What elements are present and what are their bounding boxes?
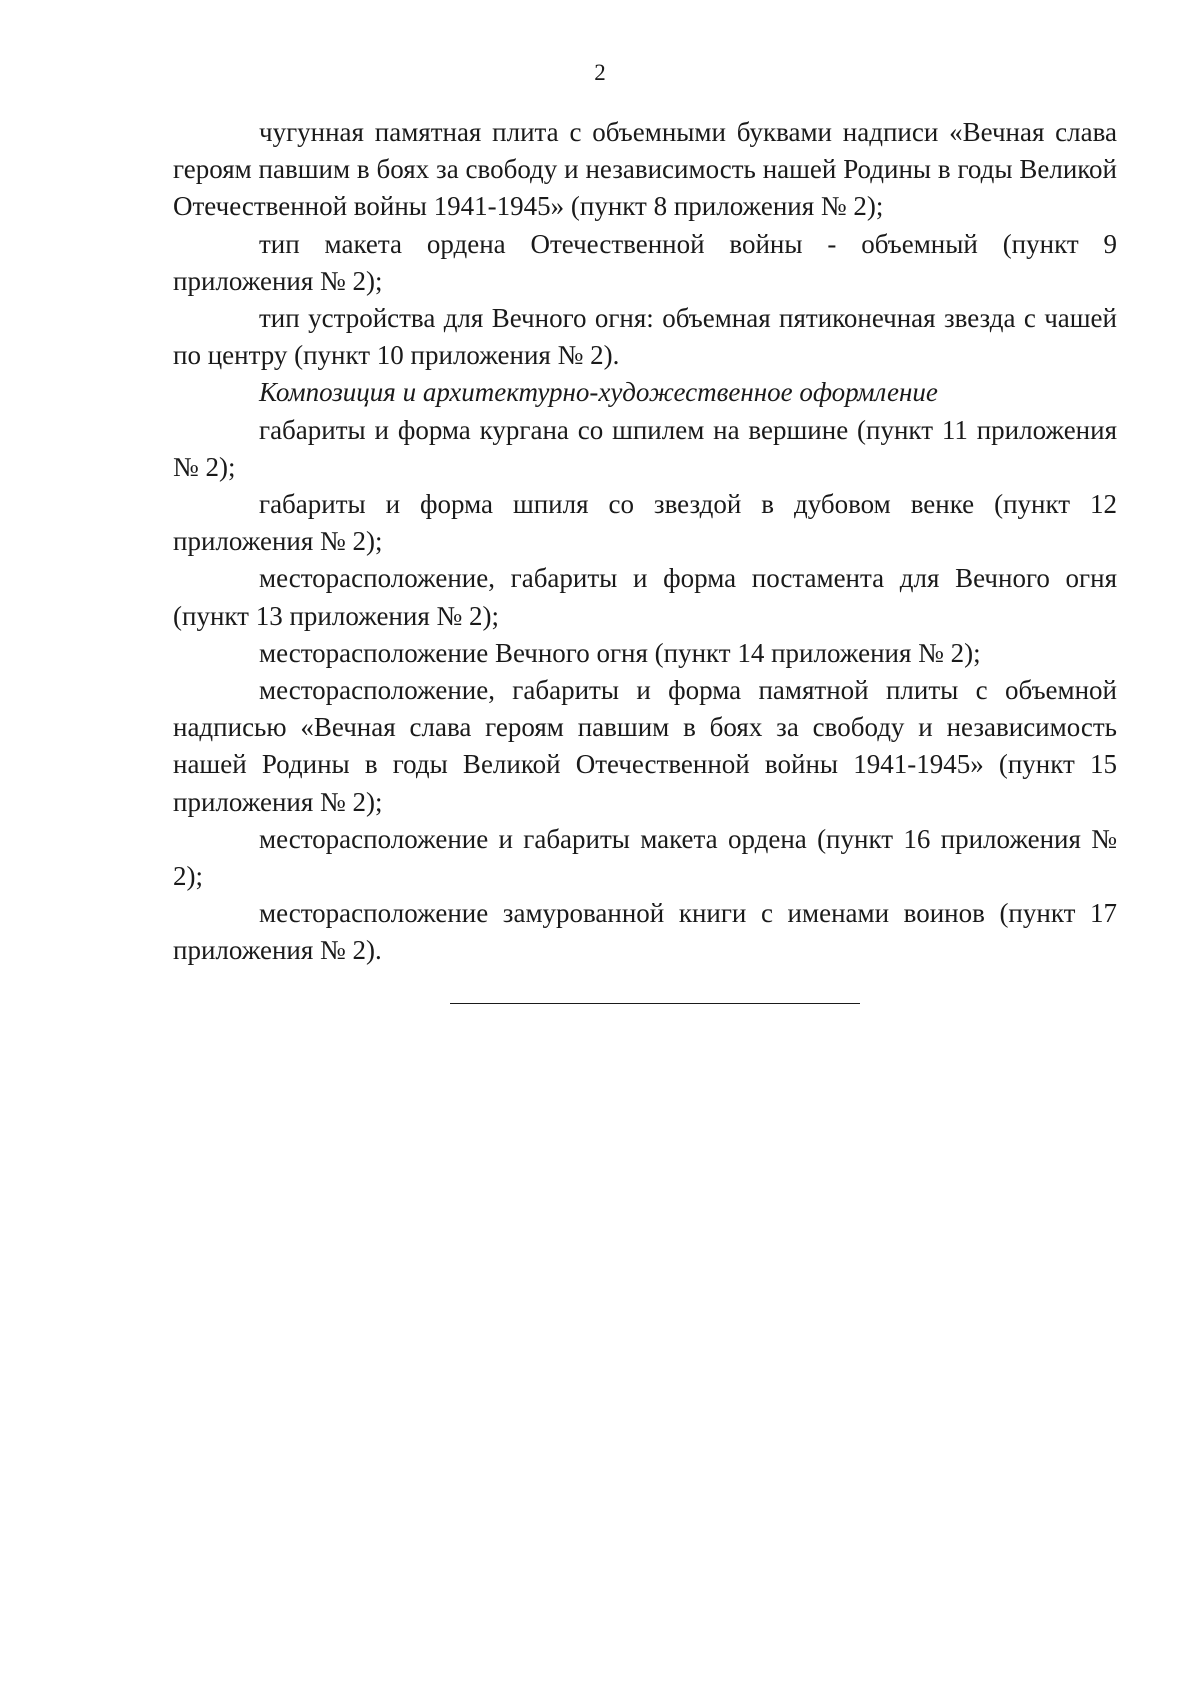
section-heading-composition: Композиция и архитектурно-художественное оформление [259,377,938,408]
paragraph-pedestal-location: месторасположение, габариты и форма постамента для Вечного огня (пункт 13 приложения № 2); [173,563,1117,631]
end-of-text-rule [450,1003,860,1004]
paragraph-spire-dimensions: габариты и форма шпиля со звездой в дубовом венке (пункт 12 приложения № 2); [173,489,1117,557]
paragraph-mound-dimensions: габариты и форма кургана со шпилем на вершине (пункт 11 приложения № 2); [173,414,1117,482]
paragraph-order-model-location: месторасположение и габариты макета ордена (пункт 16 приложения № 2); [173,823,1117,892]
page-number: 2 [594,60,606,85]
paragraph-eternal-flame-device: тип устройства для Вечного огня: объемная пятиконечная звезда с чашей по центру (пункт 10 приложения № 2). [173,303,1117,371]
paragraph-order-model-type: тип макета ордена Отечественной войны - объемный (пункт 9 приложения № 2); [173,228,1117,296]
paragraph-eternal-flame-location: месторасположение Вечного огня (пункт 14 приложения № 2); [259,637,981,668]
document-body [173,114,1117,970]
paragraph-walled-book-location: месторасположение замурованной книги с именами воинов (пункт 17 приложения № 2). [173,898,1117,966]
paragraph-cast-iron-plate: чугунная памятная плита с объемными буквами надписи «Вечная слава героям павшим в боях за свободу и независимость нашей Родины в годы Великой Отечественной войны 1941-1945» (пункт 8 приложения № 2); [173,117,1117,222]
paragraph-memorial-plate-location: месторасположение, габариты и форма памятной плиты с объемной надписью «Вечная слава героям павшим в боях за свободу и независимость нашей Родины в годы Великой Отечественной войны 1941-1945» (пункт 15 приложения № 2); [173,675,1117,817]
